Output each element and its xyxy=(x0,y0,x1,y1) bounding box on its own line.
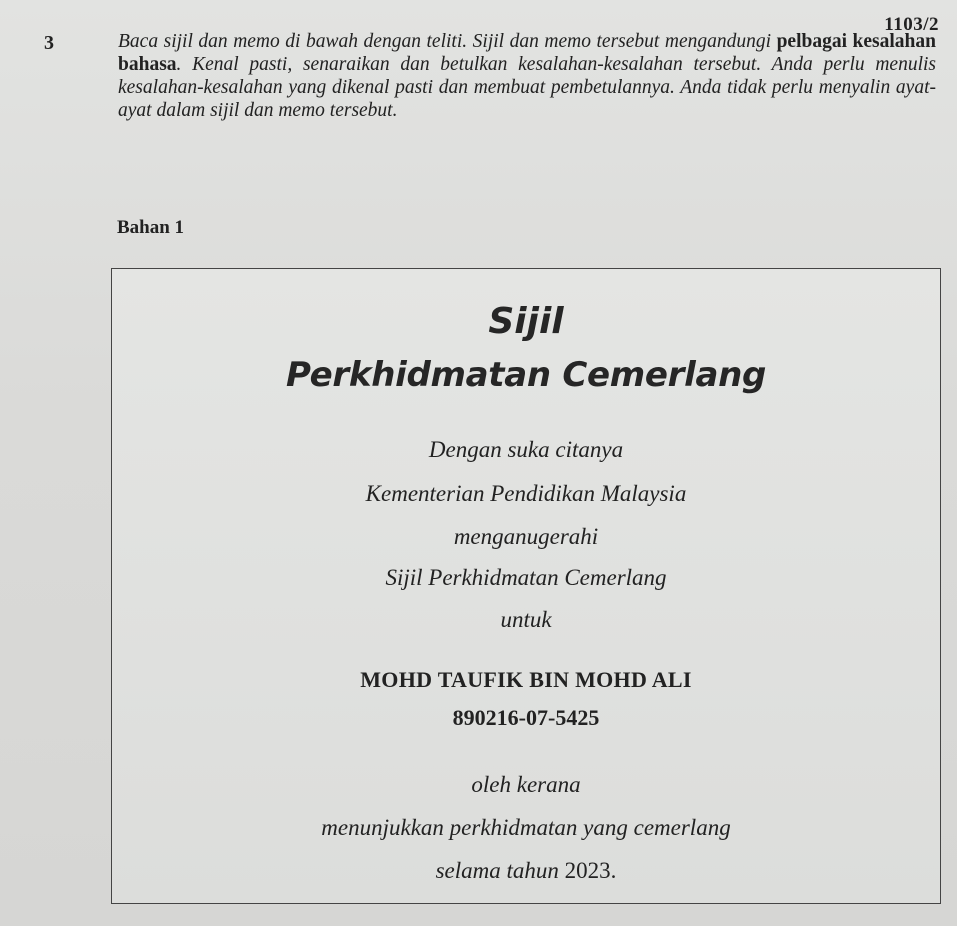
instructions-bold-text: pelbagai kesalahan bahasa xyxy=(118,31,936,75)
certificate-line-8 xyxy=(112,858,940,884)
question-number: 3 xyxy=(44,32,54,54)
question-instructions xyxy=(118,30,936,122)
certificate-line-8-text: selama tahun xyxy=(435,858,565,883)
certificate-line-1: Dengan suka citanya xyxy=(428,437,624,462)
certificate-line-6: oleh kerana xyxy=(471,772,581,797)
instructions-text-1: Baca sijil dan memo di bawah dengan teliti. Sijil dan memo tersebut mengandungi xyxy=(118,31,772,52)
page-code: 1103/2 xyxy=(884,14,939,35)
instructions-text-2: . Kenal pasti, senaraikan dan betulkan kesalahan-kesalahan tersebut. Anda perlu menulis kesalahan-kesalahan yang dikenal pasti dan membuat pembetulannya. Anda tidak perlu menyalin ayat-ayat dalam sijil dan memo tersebut. xyxy=(118,54,936,121)
recipient-ic-number: 890216-07-5425 xyxy=(452,705,600,730)
certificate-line-8-year: 2023. xyxy=(564,858,617,883)
certificate-line-4: Sijil Perkhidmatan Cemerlang xyxy=(385,565,667,590)
certificate-line-3: menganugerahi xyxy=(453,524,599,549)
certificate-box xyxy=(111,268,941,904)
material-label: Bahan 1 xyxy=(117,217,185,238)
certificate-line-2: Kementerian Pendidikan Malaysia xyxy=(365,481,687,506)
recipient-name: MOHD TAUFIK BIN MOHD ALI xyxy=(360,667,692,692)
certificate-line-5: untuk xyxy=(500,607,552,632)
certificate-title-line-2: Perkhidmatan Cemerlang xyxy=(285,355,767,395)
certificate-content xyxy=(112,269,940,903)
certificate-title-line-1: Sijil xyxy=(488,301,564,342)
certificate-line-7: menunjukkan perkhidmatan yang cemerlang xyxy=(321,815,731,840)
